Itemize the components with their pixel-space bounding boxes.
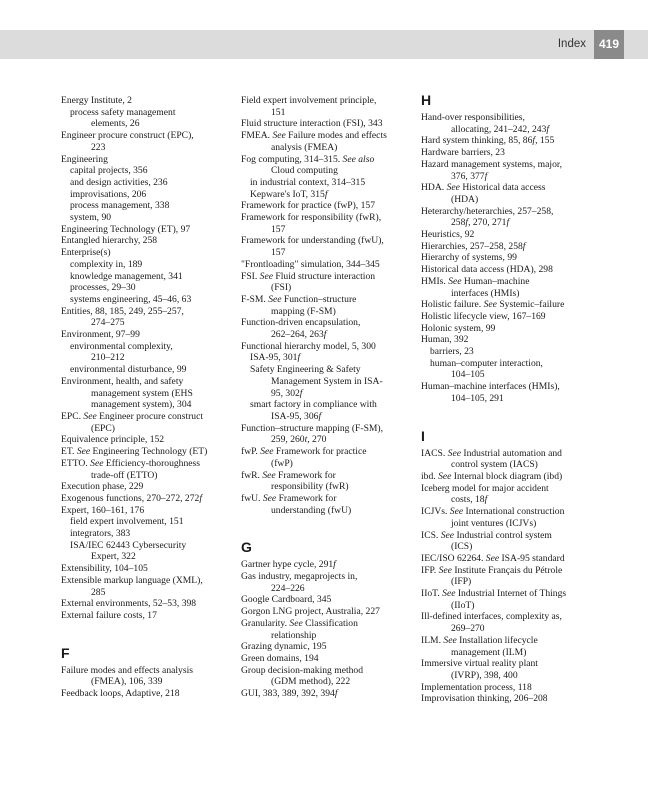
section-gap [421, 405, 613, 428]
index-column-2 [241, 95, 418, 700]
index-entry: Engineering Technology (ET), 97 [61, 223, 191, 235]
index-subentry: process safety management [70, 106, 176, 118]
index-entry-continuation: 210–212 [91, 352, 125, 364]
index-entry-continuation: joint ventures (ICJVs) [451, 517, 537, 529]
index-subentry: field expert involvement, 151 [70, 516, 184, 528]
index-entry: Energy Institute, 2 [61, 95, 132, 106]
index-entry-continuation: analysis (FMEA) [271, 141, 338, 153]
index-entry: IFP. See Institute Français du Pétrole [421, 564, 563, 576]
section-letter: G [241, 539, 252, 556]
index-entry: GUI, 383, 389, 392, 394f [241, 688, 338, 700]
index-entry: Holonic system, 99 [421, 322, 496, 334]
index-column-1 [61, 95, 233, 700]
index-entry: Expert, 160–161, 176 [61, 504, 145, 516]
index-entry-continuation: 95, 302f [271, 387, 303, 399]
index-subentry: ISA/IEC 62443 Cybersecurity [70, 539, 187, 551]
index-entry: Gartner hype cycle, 291f [241, 559, 336, 571]
index-entry-continuation: Cloud computing [271, 165, 338, 177]
page-number: 419 [594, 30, 624, 59]
index-entry: Hierarchy of systems, 99 [421, 252, 517, 264]
index-entry-continuation: control system (IACS) [451, 459, 538, 471]
index-entry: Entities, 88, 185, 249, 255–257, [61, 305, 184, 317]
index-entry-continuation: allocating, 241–242, 243f [451, 123, 550, 135]
index-entry: Heuristics, 92 [421, 229, 475, 241]
index-entry-continuation: interfaces (HMIs) [451, 287, 520, 299]
index-entry-continuation: (IIoT) [451, 599, 475, 611]
index-entry: ETTO. See Efficiency-thoroughness [61, 457, 201, 469]
index-entry: Implementation process, 118 [421, 681, 532, 693]
index-entry: ICJVs. See International construction [421, 506, 565, 518]
index-entry: IEC/ISO 62264. See ISA-95 standard [421, 552, 565, 564]
index-entry: Grazing dynamic, 195 [241, 641, 327, 653]
index-column-3 [421, 92, 613, 705]
index-entry: Entangled hierarchy, 258 [61, 235, 158, 247]
index-entry: EPC. See Engineer procure construct [61, 410, 204, 422]
index-entry: Hand-over responsibilities, [421, 112, 525, 123]
index-entry: Heterarchy/heterarchies, 257–258, [421, 205, 554, 217]
section-gap [61, 622, 233, 645]
index-entry: ibd. See Internal block diagram (ibd) [421, 470, 563, 482]
index-subentry: processes, 29–30 [70, 282, 136, 294]
index-entry: Gas industry, megaprojects in, [241, 571, 358, 583]
index-entry: Google Cardboard, 345 [241, 594, 332, 606]
index-entry: fwU. See Framework for [241, 492, 337, 504]
index-entry: Functional hierarchy model, 5, 300 [241, 340, 376, 352]
index-entry: Human–machine interfaces (HMIs), [421, 381, 560, 393]
index-entry-continuation: (IFP) [451, 576, 472, 588]
index-entry-continuation: (FSI) [271, 282, 292, 294]
index-entry-continuation: Expert, 322 [91, 551, 136, 563]
index-entry: Improvisation thinking, 206–208 [421, 693, 548, 705]
index-entry-continuation: management system (EHS [91, 387, 193, 399]
running-header-section: Index [557, 38, 586, 50]
index-entry-continuation: (ICS) [451, 541, 473, 553]
index-entry: External failure costs, 17 [61, 609, 157, 621]
index-entry-continuation: (FMEA), 106, 339 [91, 676, 163, 688]
index-entry-continuation: (GDM method), 222 [271, 676, 351, 688]
index-entry: Hierarchies, 257–258, 258f [421, 240, 526, 252]
index-subentry: smart factory in compliance with [250, 399, 377, 411]
index-entry: ET. See Engineering Technology (ET) [61, 446, 208, 458]
index-entry-continuation: (HDA) [451, 193, 479, 205]
index-entry-continuation: 223 [91, 141, 106, 153]
index-entry: HDA. See Historical data access [421, 182, 546, 194]
index-entry-continuation: 104–105 [451, 369, 485, 381]
section-letter: H [421, 92, 432, 108]
index-subentry: human–computer interaction, [430, 357, 543, 369]
index-subentry: ISA-95, 301f [250, 352, 301, 364]
index-subentry: barriers, 23 [430, 346, 474, 358]
index-subentry: environmental disturbance, 99 [70, 364, 187, 376]
index-entry: Framework for responsibility (fwR), [241, 212, 382, 224]
index-entry: Iceberg model for major accident [421, 482, 549, 494]
index-entry: Fog computing, 314–315. See also [241, 153, 375, 165]
index-entry: Hardware barriers, 23 [421, 147, 505, 159]
index-entry-continuation: 258f, 270, 271f [451, 217, 510, 229]
index-entry-continuation: 151 [271, 106, 286, 118]
index-entry: fwP. See Framework for practice [241, 446, 367, 458]
index-entry: fwR. See Framework for [241, 469, 336, 481]
index-entry-continuation: mapping (F-SM) [271, 305, 336, 317]
index-entry-continuation: costs, 18f [451, 494, 488, 506]
index-entry: Group decision-making method [241, 664, 364, 676]
index-entry: Environment, 97–99 [61, 329, 140, 341]
index-entry-continuation: 376, 377f [451, 170, 488, 182]
index-entry-continuation: relationship [271, 629, 317, 641]
index-entry: Historical data access (HDA), 298 [421, 264, 553, 276]
index-entry: Field expert involvement principle, [241, 95, 377, 106]
index-entry-continuation: ISA-95, 306f [271, 410, 322, 422]
index-entry: FSI. See Fluid structure interaction [241, 270, 376, 282]
index-entry-continuation: 224–226 [271, 582, 305, 594]
index-entry-continuation: management system), 304 [91, 399, 192, 411]
index-entry: Granularity. See Classification [241, 617, 358, 629]
index-entry-continuation: (IVRP), 398, 400 [451, 669, 518, 681]
index-entry: ICS. See Industrial control system [421, 529, 552, 541]
index-entry-continuation: (fwP) [271, 457, 293, 469]
index-entry: Enterprise(s) [61, 247, 111, 259]
running-header-bar [0, 30, 648, 59]
index-subentry: environmental complexity, [70, 340, 173, 352]
index-entry: Engineering [61, 153, 108, 165]
index-entry: Green domains, 194 [241, 652, 319, 664]
index-entry: Failure modes and effects analysis [61, 664, 193, 676]
index-entry: Framework for understanding (fwU), [241, 235, 384, 247]
index-entry: Extensibility, 104–105 [61, 563, 148, 575]
index-entry: Immersive virtual reality plant [421, 658, 538, 670]
index-entry-continuation: (EPC) [91, 422, 115, 434]
index-entry: Holistic lifecycle view, 167–169 [421, 310, 546, 322]
index-entry: Feedback loops, Adaptive, 218 [61, 688, 180, 700]
index-subentry: system, 90 [70, 212, 112, 224]
index-entry: Engineer procure construct (EPC), [61, 130, 194, 142]
index-entry: IIoT. See Industrial Internet of Things [421, 588, 567, 600]
index-entry-continuation: elements, 26 [91, 118, 140, 130]
index-entry: IACS. See Industrial automation and [421, 447, 562, 459]
index-subentry: systems engineering, 45–46, 63 [70, 293, 192, 305]
index-entry: Hazard management systems, major, [421, 158, 563, 170]
index-entry-continuation: 262–264, 263f [271, 329, 327, 341]
index-entry: Hard system thinking, 85, 86f, 155 [421, 135, 555, 147]
index-entry: FMEA. See Failure modes and effects [241, 130, 387, 142]
section-letter: I [421, 427, 425, 444]
index-entry-continuation: responsibility (fwR) [271, 481, 349, 493]
index-entry-continuation: 259, 260t, 270 [271, 434, 327, 446]
index-entry: Holistic failure. See Systemic–failure [421, 299, 565, 311]
index-entry: ILM. See Installation lifecycle [421, 634, 538, 646]
index-entry-continuation: Management System in ISA- [271, 375, 383, 387]
index-entry: External environments, 52–53, 398 [61, 598, 197, 610]
index-entry-continuation: understanding (fwU) [271, 504, 352, 516]
index-entry-continuation: 157 [271, 223, 286, 235]
index-entry: F-SM. See Function–structure [241, 293, 357, 305]
index-subentry: Kepware's IoT, 315f [250, 188, 328, 200]
index-entry: Human, 392 [421, 334, 469, 346]
index-entry: Equivalence principle, 152 [61, 434, 165, 446]
index-subentry: and design activities, 236 [70, 176, 168, 188]
index-entry: Extensible markup language (XML), [61, 574, 203, 586]
index-entry-continuation: trade-off (ETTO) [91, 469, 158, 481]
index-entry-continuation: 157 [271, 247, 286, 259]
index-entry: Gorgon LNG project, Australia, 227 [241, 606, 380, 618]
index-entry: Fluid structure interaction (FSI), 343 [241, 118, 383, 130]
index-entry: Function–structure mapping (F-SM), [241, 422, 384, 434]
index-subentry: knowledge management, 341 [70, 270, 183, 282]
index-subentry: process management, 338 [70, 200, 170, 212]
index-entry-continuation: 104–105, 291 [451, 392, 504, 404]
index-entry: Exogenous functions, 270–272, 272f [61, 492, 202, 504]
index-entry: Execution phase, 229 [61, 481, 144, 493]
index-entry: "Frontloading" simulation, 344–345 [241, 258, 380, 270]
index-entry-continuation: 269–270 [451, 623, 485, 635]
index-subentry: improvisations, 206 [70, 188, 147, 200]
index-subentry: capital projects, 356 [70, 165, 148, 177]
index-subentry: Safety Engineering & Safety [250, 364, 361, 376]
index-entry: Ill-defined interfaces, complexity as, [421, 611, 562, 623]
index-entry-continuation: management (ILM) [451, 646, 527, 658]
index-entry-continuation: 274–275 [91, 317, 125, 329]
index-subentry: in industrial context, 314–315 [250, 176, 366, 188]
index-entry-continuation: 285 [91, 586, 106, 598]
section-letter: F [61, 644, 70, 661]
index-subentry: complexity in, 189 [70, 258, 143, 270]
index-subentry: integrators, 383 [70, 528, 131, 540]
index-entry: HMIs. See Human–machine [421, 275, 530, 287]
index-entry: Framework for practice (fwP), 157 [241, 200, 375, 212]
section-gap [241, 516, 418, 539]
index-entry: Function-driven encapsulation, [241, 317, 361, 329]
index-entry: Environment, health, and safety [61, 375, 184, 387]
